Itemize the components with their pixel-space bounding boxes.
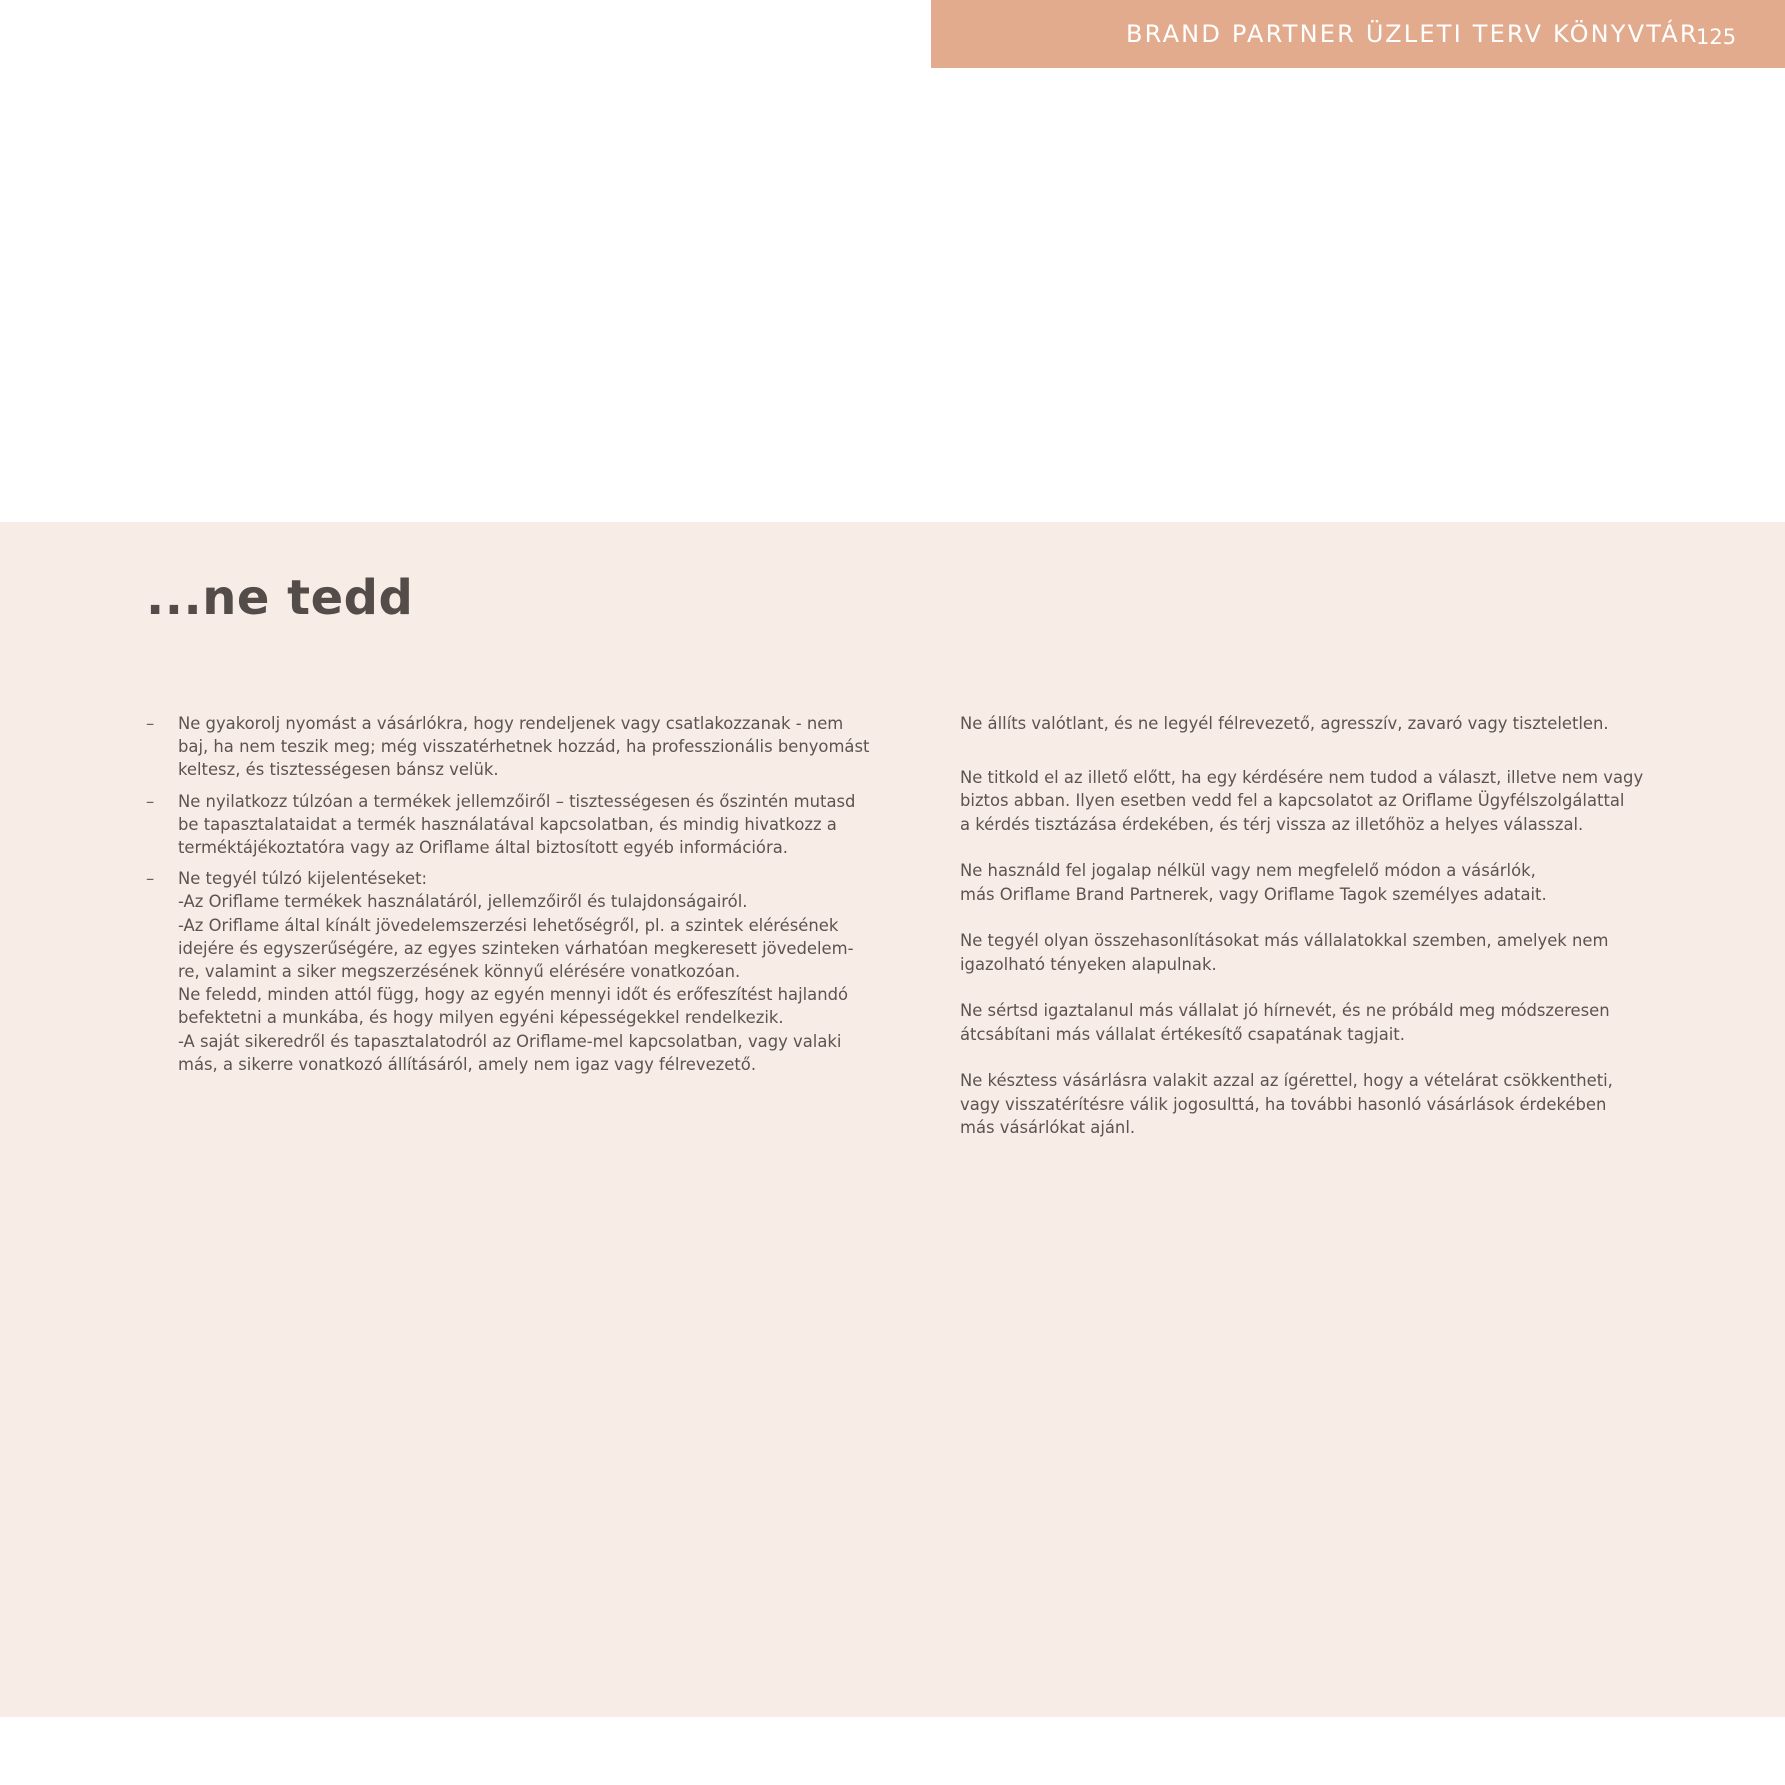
text-line: más Oriflame Brand Partnerek, vagy Oriflame Tagok személyes adatait. <box>960 884 1547 904</box>
text-line: Ne tegyél olyan összehasonlításokat más vállalatokkal szemben, amelyek nem <box>960 931 1609 951</box>
text-line: be tapasztalataidat a termék használatával kapcsolatban, és mindig hivatkozz a <box>178 814 837 834</box>
dont-paragraphs <box>960 712 1660 1163</box>
text-line: Ne nyilatkozz túlzóan a termékek jellemzőiről – tisztességesen és őszintén mutasd <box>178 791 856 811</box>
text-line: Ne késztess vásárlásra valakit azzal az ígérettel, hogy a vételárat csökkentheti, <box>960 1071 1613 1091</box>
page-number: 125 <box>1696 25 1737 49</box>
text-line: -Az Oriflame által kínált jövedelemszerzési lehetőségről, pl. a szintek elérésének <box>178 915 839 935</box>
text-line: más, a sikerre vonatkozó állításáról, amely nem igaz vagy félrevezető. <box>178 1054 757 1074</box>
text-line: biztos abban. Ilyen esetben vedd fel a kapcsolatot az Oriflame Ügyfélszolgálattal <box>960 791 1625 811</box>
text-line: vagy visszatérítésre válik jogosulttá, ha további hasonló vásárlások érdekében <box>960 1094 1607 1114</box>
text-line: más vásárlókat ajánl. <box>960 1117 1136 1137</box>
dont-list <box>146 712 870 1084</box>
list-item <box>146 790 858 860</box>
text-line: re, valamint a siker megszerzésének könnyű elérésére vonatkozóan. <box>178 962 741 982</box>
header-bar <box>931 0 1785 68</box>
text-line: baj, ha nem teszik meg; még visszatérhetnek hozzád, ha professzionális benyomást <box>178 737 870 757</box>
bullet-dash: – <box>146 869 155 889</box>
text-line: terméktájékoztatóra vagy az Oriflame által biztosított egyéb információra. <box>178 838 788 858</box>
list-item <box>146 867 858 1076</box>
text-line: Ne gyakorolj nyomást a vásárlókra, hogy rendeljenek vagy csatlakozzanak - nem <box>178 714 844 733</box>
paragraph <box>960 766 1660 836</box>
text-line: Ne sértsd igaztalanul más vállalat jó hírnevét, és ne próbáld meg módszeresen <box>960 1001 1610 1021</box>
text-line: -Az Oriflame termékek használatáról, jellemzőiről és tulajdonságairól. <box>178 892 748 912</box>
paragraph <box>960 712 1660 735</box>
list-item-text <box>178 790 858 860</box>
section-title: ...ne tedd <box>146 570 414 626</box>
text-line: Ne tegyél túlzó kijelentéseket: <box>178 869 428 889</box>
text-line: keltesz, és tisztességesen bánsz velük. <box>178 760 499 780</box>
list-item <box>146 712 870 782</box>
bullet-dash: – <box>146 791 155 811</box>
text-line: igazolható tényeken alapulnak. <box>960 954 1217 974</box>
paragraph <box>960 1069 1660 1139</box>
header-title: BRAND PARTNER ÜZLETI TERV KÖNYVTÁR <box>1126 20 1699 48</box>
text-line: -A saját sikeredről és tapasztalatodról az Oriflame-mel kapcsolatban, vagy valaki <box>178 1031 842 1051</box>
text-line: Ne használd fel jogalap nélkül vagy nem megfelelő módon a vásárlók, <box>960 861 1536 881</box>
text-line: Ne állíts valótlant, és ne legyél félrevezető, agresszív, zavaró vagy tiszteletlen. <box>960 714 1609 733</box>
list-item-text <box>178 867 858 1076</box>
text-line: idejére és egyszerűségére, az egyes szinteken várhatóan megkeresett jövedelem- <box>178 938 854 958</box>
text-line: Ne feledd, minden attól függ, hogy az egyén mennyi időt és erőfeszítést hajlandó <box>178 985 849 1005</box>
text-line: a kérdés tisztázása érdekében, és térj vissza az illetőhöz a helyes válasszal. <box>960 814 1584 834</box>
list-item-text <box>178 712 870 782</box>
text-line: befektetni a munkába, és hogy milyen egyéni képességekkel rendelkezik. <box>178 1008 784 1028</box>
paragraph <box>960 999 1660 1045</box>
paragraph <box>960 859 1660 905</box>
text-line: átcsábítani más vállalat értékesítő csapatának tagjait. <box>960 1024 1405 1044</box>
content-panel <box>0 522 1785 1717</box>
paragraph <box>960 929 1660 975</box>
text-line: Ne titkold el az illető előtt, ha egy kérdésére nem tudod a választ, illetve nem vagy <box>960 768 1644 788</box>
bullet-dash: – <box>146 714 155 733</box>
